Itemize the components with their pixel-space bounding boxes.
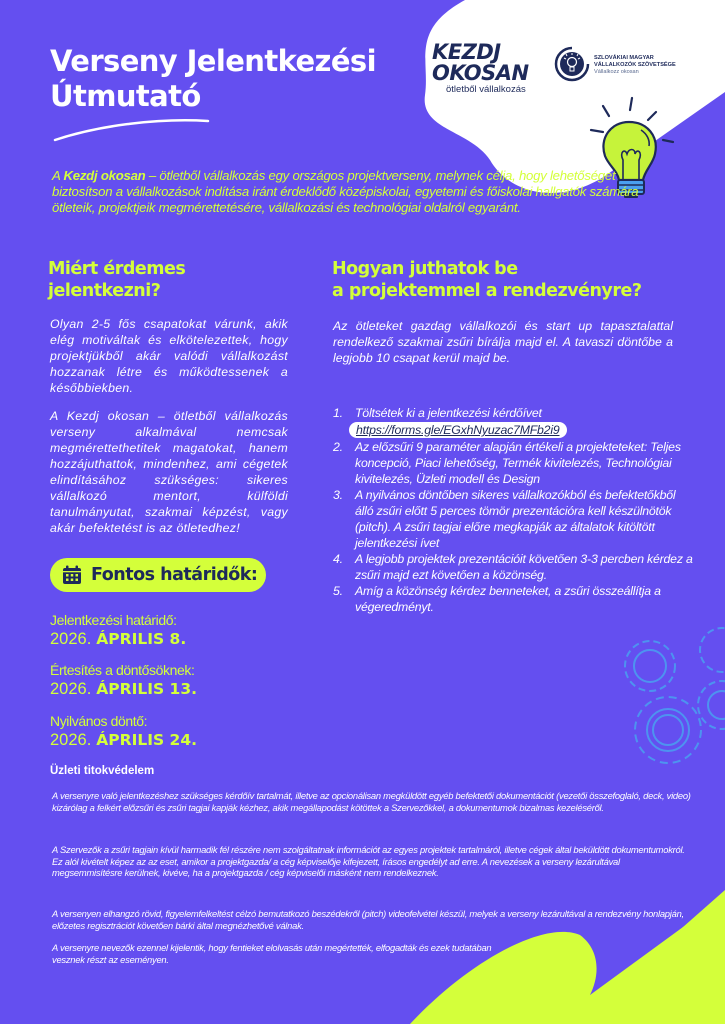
- logo-line-2: OKOSAN: [432, 61, 529, 85]
- step-text: Amíg a közönség kérdez benneteket, a zsűri összeállítja a végeredményt.: [355, 584, 661, 614]
- confidentiality-heading: Üzleti titokvédelem: [50, 765, 155, 777]
- step-text: A nyilvános döntőben sikeres vállalkozókból és befektetőkből álló zsűri előtt 5 perces tömör prezentációra kell készülnötök (pitch). A zsűri tagjai előre megkapják az általatok kitöltött jelentkezési ívet: [355, 488, 676, 550]
- why-heading-line-1: Miért érdemes: [48, 259, 186, 279]
- deadline-date: ÁPRILIS 8.: [96, 630, 187, 648]
- deadline-year: 2026.: [50, 630, 92, 648]
- step-item: [333, 405, 693, 439]
- deadline-year: 2026.: [50, 680, 92, 698]
- steps-list: [333, 405, 693, 615]
- step-number: 4.: [333, 552, 343, 566]
- intro-brand: Kezdj okosan: [63, 168, 146, 183]
- deadline-label: Nyilvános döntő:: [50, 713, 148, 729]
- title-line-1: Verseny Jelentkezési: [50, 44, 376, 78]
- intro-paragraph: [52, 168, 652, 216]
- why-heading-line-2: jelentkezni?: [48, 281, 161, 301]
- confidentiality-paragraph: A versenyen elhangzó rövid, figyelemfelkeltést célzó bemutatkozó beszédekről (pitch) videofelvétel készül, melyek a verseny lezárultával a rendezvény honlapján, előzetes regisztrációt követően bárki által megnézhetővé válnak.: [52, 908, 684, 931]
- how-heading: [332, 258, 702, 302]
- szmvsz-line-1: SZLOVÁKIAI MAGYAR: [594, 55, 654, 61]
- deadline-label: Értesítés a döntősöknek:: [50, 662, 195, 678]
- szmvsz-tagline: Vállalkozz okosan: [594, 69, 639, 75]
- step-number: 1.: [333, 406, 343, 420]
- szmvsz-line-2: VÁLLALKOZÓK SZÖVETSÉGE: [594, 62, 676, 68]
- intro-prefix: A: [52, 168, 64, 183]
- confidentiality-paragraph: A Szervezők a zsűri tagjain kívül harmadik fél részére nem szolgáltatnak információt az egyes projektek tartalmáról, illetve cégek által beküldött dokumentumokról. Ez alól kivételt képez az az eset, amikor a projektgazda/ a cég képviselője kifejezett, írásos engedélyt ad erre. A nevezések a verseny lezárultával megsemmisítésre kerülnek, kivéve, ha a projektgazda / cég képviselői másként nem rendelkeznek.: [52, 844, 685, 879]
- szmvsz-bulb-icon: [554, 46, 590, 82]
- step-item: [333, 551, 693, 583]
- page-title: [50, 44, 376, 114]
- step-item: [333, 487, 693, 551]
- intro-text: – ötletből vállalkozás egy országos projektverseny, melynek célja, hogy lehetőséget biztosítson a vállalkozások indítása iránt érdeklődő középiskolai, egyetemi és főiskolai hallgatók számára ötleteik, projektjeik megmérettetésére, vállalkozási és technológiai oldalról egyaránt.: [52, 168, 639, 215]
- calendar-icon: [62, 565, 82, 585]
- gears-icon: [625, 628, 725, 763]
- step-item: [333, 439, 693, 487]
- logo-tagline: ötletből vállalkozás: [446, 84, 526, 95]
- kezdj-okosan-logo: [432, 42, 542, 95]
- deadline-year: 2026.: [50, 731, 92, 749]
- step-number: 3.: [333, 488, 343, 502]
- form-link-pill: [349, 422, 567, 438]
- szmvsz-logo: [554, 46, 724, 86]
- step-text: Töltsétek ki a jelentkezési kérdőívet: [355, 406, 542, 420]
- why-heading: [48, 258, 288, 302]
- step-text: A legjobb projektek prezentációit követően 3-3 percben kérdez a zsűri majd ezt követően a közönség.: [355, 552, 693, 582]
- why-paragraph-2: A Kezdj okosan – ötletből vállalkozás verseny alkalmával nemcsak megmérettethetitek magatokat, hanem hozzájuthattok, mindenhez, ami cégetek elindításához szükséges: sikeres vállalkozó mentort, külföldi tanulmányutat, szakmai képzést, vagy akár befektetést is az ötletedhez!: [50, 409, 288, 535]
- deadline-date: ÁPRILIS 13.: [96, 680, 198, 698]
- deadlines-heading-pill: [50, 558, 266, 592]
- deadline-item: [50, 712, 310, 750]
- confidentiality-paragraph: A versenyre való jelentkezéshez szükséges kérdőív tartalmát, illetve az opcionálisan megküldött egyéb befektetői dokumentációt (vezetői összefoglaló, deck, video) kizárólag a felkért előzsűri és zsűri tagjai kapják kézhez, akik megállapodást kötöttek a Szervezőkkel, a dokumentumok bizalmas kezeléséről.: [52, 790, 691, 813]
- deadline-date: ÁPRILIS 24.: [96, 731, 198, 749]
- deadlines-heading: Fontos határidők:: [91, 565, 258, 585]
- form-link[interactable]: https://forms.gle/EGxhNyuzac7MFb2i9: [356, 423, 560, 437]
- step-number: 5.: [333, 584, 343, 598]
- why-paragraph-1: Olyan 2-5 fős csapatokat várunk, akik elég motiváltak és elkötelezettek, hogy projektjükből akár valódi vállalkozást hozzanak létre és működtessenek a későbbiekben.: [50, 317, 288, 395]
- how-heading-line-1: Hogyan juthatok be: [332, 259, 518, 279]
- logo-line-1: KEZDJ: [432, 40, 501, 64]
- title-swoosh: [55, 120, 208, 140]
- confidentiality-paragraph: A versenyre nevezők ezennel kijelentik, hogy fentieket elolvasás után megértették, elfogadták és ezek tudatában vesznek részt az eseményen.: [52, 942, 492, 965]
- how-heading-line-2: a projektemmel a rendezvényre?: [332, 281, 642, 301]
- step-text: Az előzsűri 9 paraméter alapján értékeli a projekteteket: Teljes koncepció, Piaci lehetőség, Termék kivitelezés, Technológiai kivitelezés, Üzleti modell és Design: [355, 440, 681, 486]
- deadline-item: [50, 661, 310, 699]
- deadline-label: Jelentkezési határidő:: [50, 612, 177, 628]
- step-item: [333, 583, 693, 615]
- step-number: 2.: [333, 440, 343, 454]
- how-paragraph: Az ötleteket gazdag vállalkozói és start up tapasztalattal rendelkező szakmai zsűri bírálja majd el. A tavaszi döntőbe a legjobb 10 csapat kerül majd be.: [333, 319, 673, 365]
- deadline-item: [50, 611, 310, 649]
- title-line-2: Útmutató: [50, 79, 201, 113]
